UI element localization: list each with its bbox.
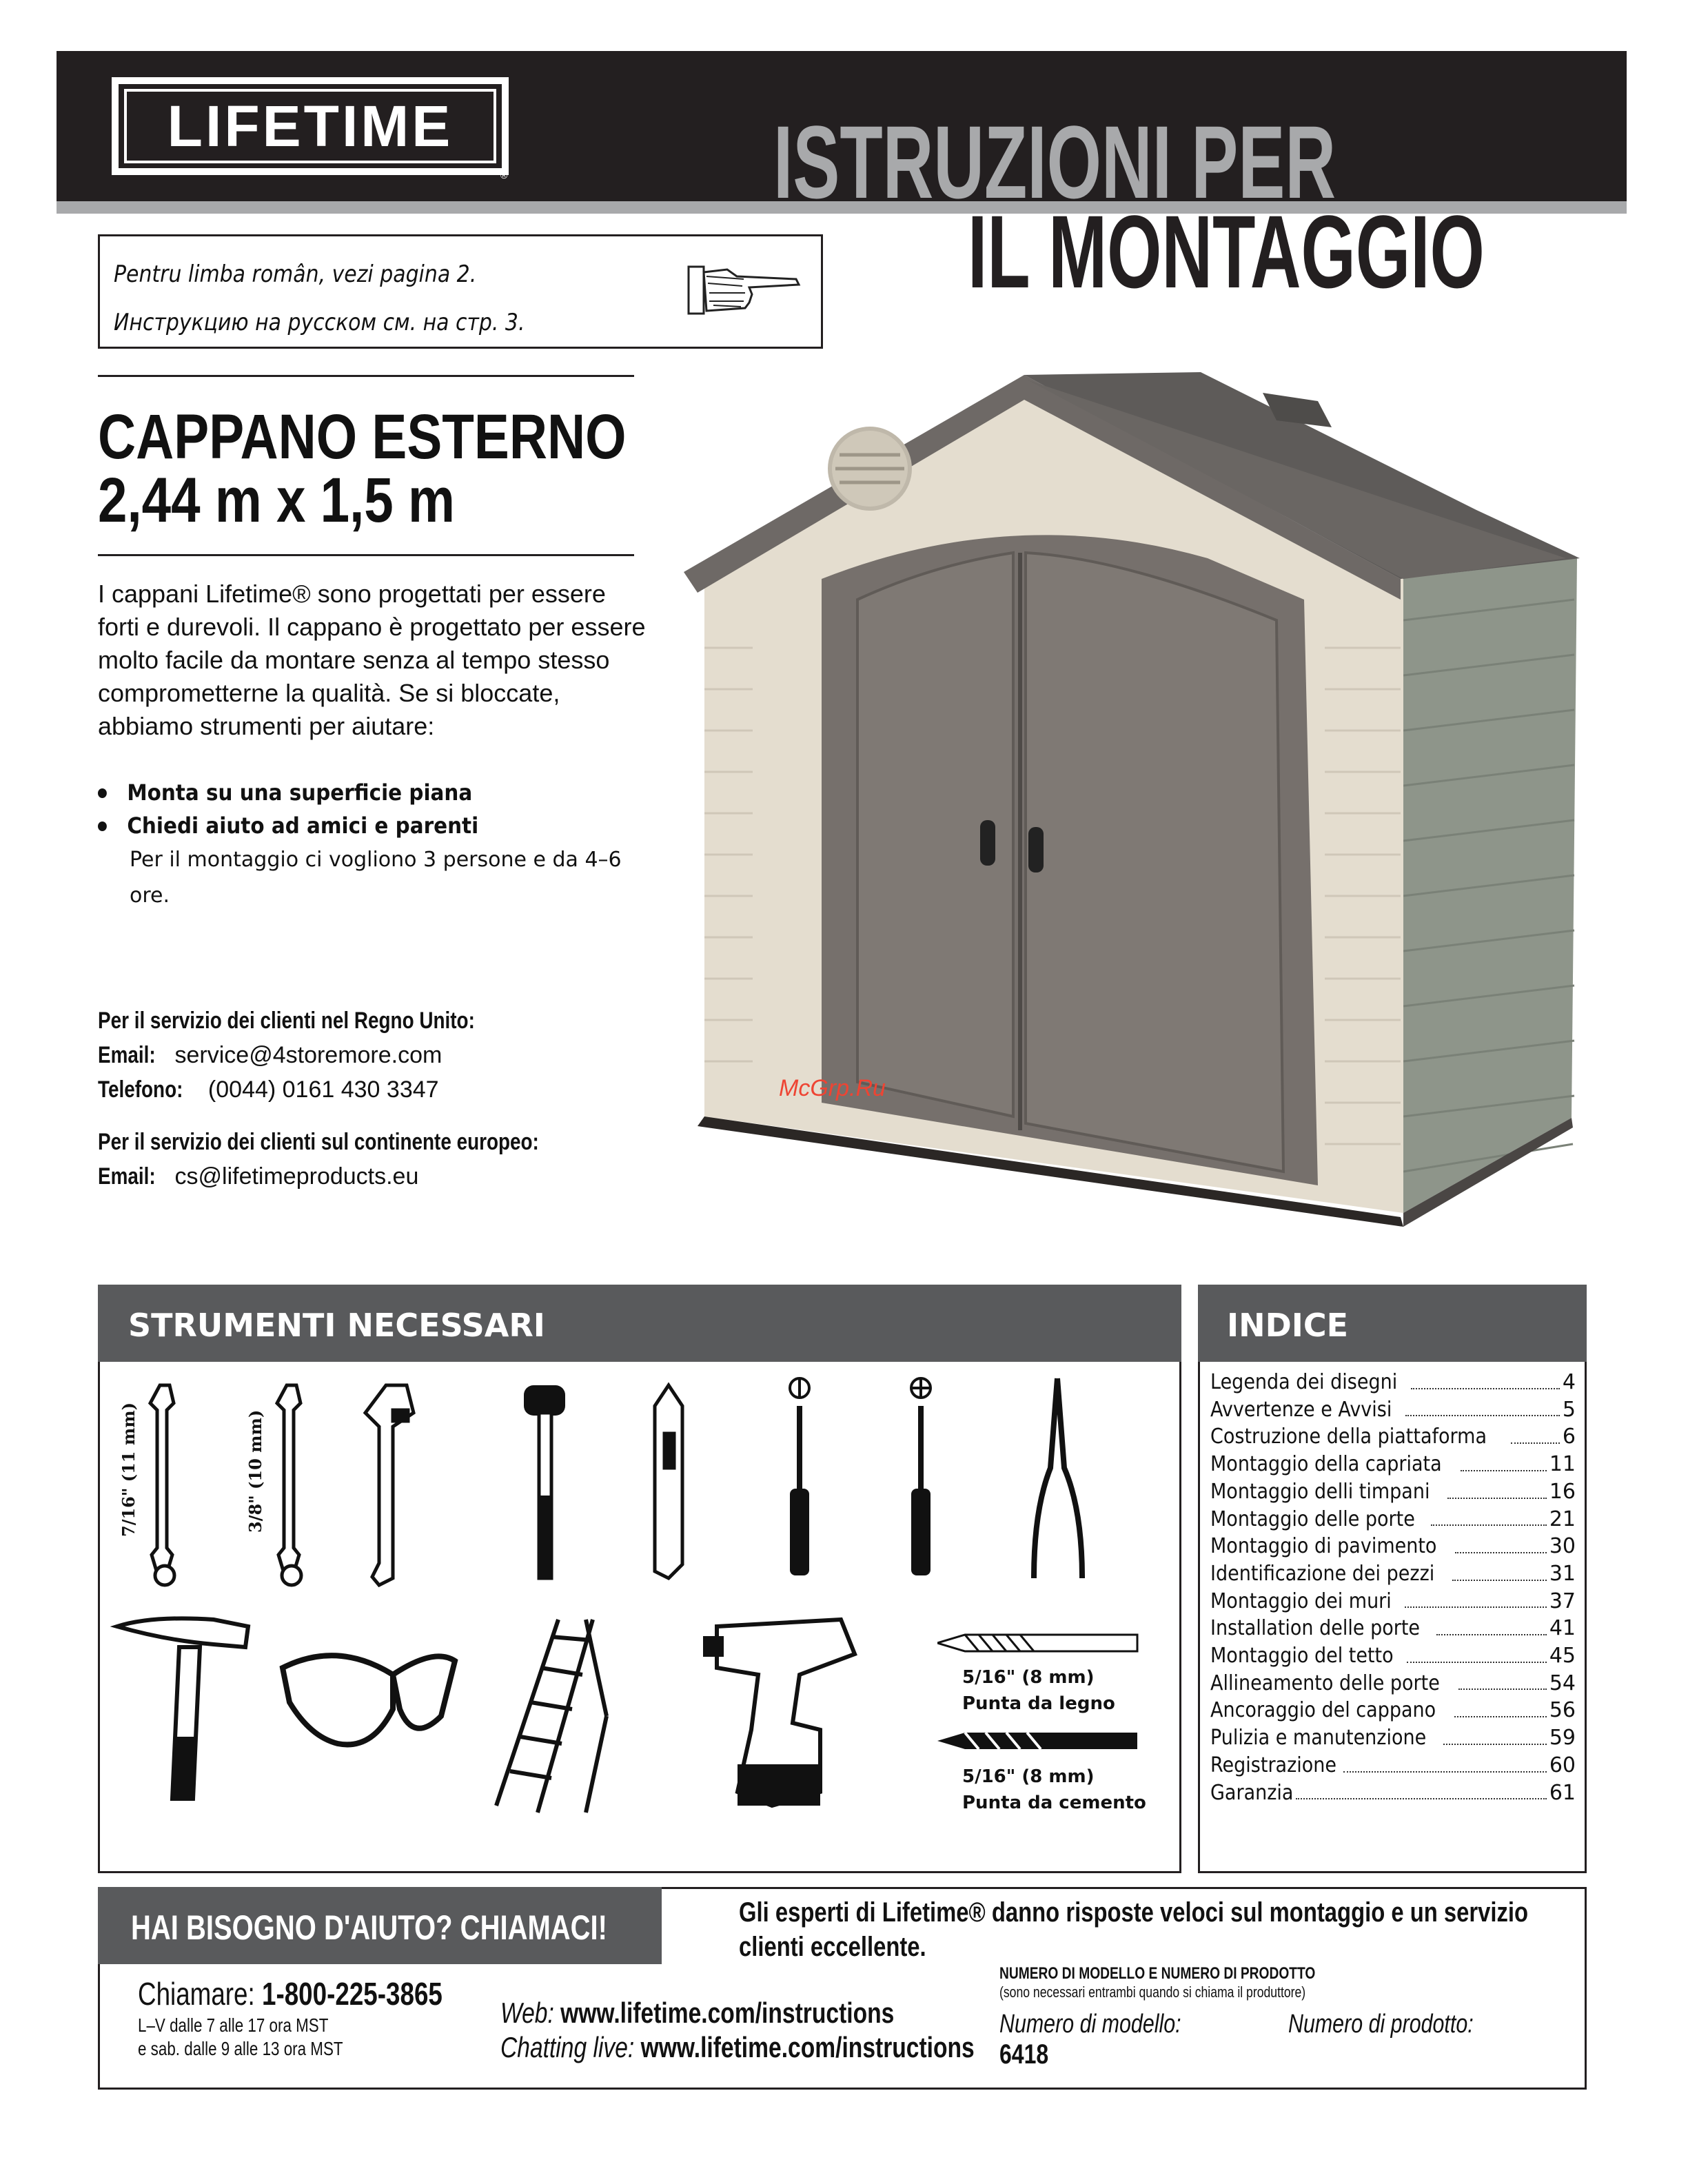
chat-label: Chatting live: xyxy=(500,2031,635,2063)
index-item[interactable] xyxy=(1210,1560,1576,1588)
model-info xyxy=(999,1964,1606,2070)
index-item-title: Montaggio delli timpani xyxy=(1210,1479,1430,1504)
index-item-page: 37 xyxy=(1549,1589,1576,1613)
uk-email-link[interactable]: service@4storemore.com xyxy=(174,1042,443,1068)
flat-screwdriver-icon xyxy=(790,1378,809,1575)
index-item[interactable] xyxy=(1210,1642,1576,1670)
index-item-page: 4 xyxy=(1562,1370,1576,1394)
index-item-title: Montaggio dei muri xyxy=(1210,1589,1392,1613)
experts-text xyxy=(739,1895,1635,1964)
eu-email-link[interactable]: cs@lifetimeproducts.eu xyxy=(174,1163,419,1190)
model-heading: NUMERO DI MODELLO E NUMERO DI PRODOTTO xyxy=(999,1964,1316,1983)
intro-text: I cappani Lifetime® sono progettati per essere forti e durevoli. Il cappano è progettato per essere molto facile da montare senza al tempo stesso comprometterne la qualità. Se si bloccate, abbiamo strumenti per aiutare: xyxy=(98,580,646,740)
index-item[interactable] xyxy=(1210,1506,1576,1533)
divider xyxy=(98,375,634,377)
phillips-screwdriver-icon xyxy=(911,1378,931,1575)
index-dots xyxy=(1511,1423,1560,1444)
help-banner-text: HAI BISOGNO D'AIUTO? CHIAMACI! xyxy=(131,1908,607,1947)
index-item-page: 54 xyxy=(1549,1671,1576,1695)
utility-knife-icon xyxy=(655,1385,682,1578)
tip-item: Chiedi aiuto ad amici e parenti xyxy=(98,809,618,842)
call-number[interactable]: 1-800-225-3865 xyxy=(261,1976,443,2012)
product-size: 2,44 m x 1,5 m xyxy=(98,465,455,535)
product-number-label: Numero di prodotto: xyxy=(1288,2010,1474,2039)
experts-line: Gli esperti di Lifetime® danno risposte veloci sul montaggio e un servizio xyxy=(739,1897,1529,1928)
index-item-title: Montaggio della capriata xyxy=(1210,1452,1442,1477)
product-title xyxy=(98,402,627,535)
index-item-page: 61 xyxy=(1549,1780,1576,1805)
index-dots xyxy=(1461,1451,1547,1471)
index-item[interactable] xyxy=(1210,1670,1576,1697)
index-dots xyxy=(1431,1506,1547,1527)
hammer-icon xyxy=(117,1618,248,1799)
divider xyxy=(98,554,634,556)
watermark: McGrp.Ru xyxy=(779,1075,886,1101)
index-item-page: 59 xyxy=(1549,1726,1576,1751)
index-dots xyxy=(1411,1369,1560,1389)
index-item[interactable] xyxy=(1210,1615,1576,1642)
index-dots xyxy=(1455,1533,1547,1553)
index-item-page: 56 xyxy=(1549,1698,1576,1723)
index-dots xyxy=(1436,1615,1547,1635)
wood-bit-icon xyxy=(937,1633,1144,1654)
index-item[interactable] xyxy=(1210,1533,1576,1560)
index-item-page: 60 xyxy=(1549,1753,1576,1777)
index-item[interactable] xyxy=(1210,1697,1576,1724)
index-item-title: Costruzione della piattaforma xyxy=(1210,1425,1487,1449)
help-banner xyxy=(98,1887,662,1964)
index-item-title: Installation delle porte xyxy=(1210,1616,1421,1641)
concrete-bit-size: 5/16" (8 mm) xyxy=(962,1766,1095,1787)
index-item-title: Legenda dei disegni xyxy=(1210,1370,1398,1394)
index-heading: INDICE xyxy=(1198,1285,1587,1362)
index-item-title: Montaggio delle porte xyxy=(1210,1507,1415,1531)
index-item[interactable] xyxy=(1210,1396,1576,1424)
index-item[interactable] xyxy=(1210,1478,1576,1506)
call-label: Chiamare: xyxy=(138,1976,255,2012)
tip-note: Per il montaggio ci vogliono 3 persone e da 4–6 ore. xyxy=(130,848,622,908)
pointing-hand-icon xyxy=(686,263,803,318)
tools-row-2 xyxy=(110,1613,937,1819)
safety-glasses-icon xyxy=(283,1655,455,1744)
index-item-page: 31 xyxy=(1549,1561,1576,1586)
logo-text: LIFETIME xyxy=(124,89,496,163)
index-list xyxy=(1210,1369,1576,1806)
web-link[interactable]: www.lifetime.com/instructions xyxy=(560,1997,895,2029)
language-note xyxy=(98,234,823,349)
index-dots xyxy=(1454,1697,1547,1717)
concrete-bit-icon xyxy=(937,1731,1144,1752)
wood-bit-size: 5/16" (8 mm) xyxy=(962,1667,1095,1688)
index-item-title: Avvertenze e Avvisi xyxy=(1210,1397,1392,1422)
call-hours xyxy=(138,2014,394,2061)
index-item-page: 45 xyxy=(1549,1644,1576,1668)
lifetime-logo xyxy=(112,77,509,175)
tools-heading: STRUMENTI NECESSARI xyxy=(98,1285,1181,1362)
wrench-size-label: 3/8" (10 mm) xyxy=(245,1409,265,1533)
uk-phone: (0044) 0161 430 3347 xyxy=(207,1076,439,1103)
tip-item: Monta su una superficie piana xyxy=(98,776,618,809)
index-item-page: 5 xyxy=(1562,1397,1576,1422)
experts-line: clienti eccellente. xyxy=(739,1932,926,1962)
index-item-page: 30 xyxy=(1549,1534,1576,1559)
wrench-icon xyxy=(150,1385,174,1585)
hours-line: e sab. dalle 9 alle 13 ora MST xyxy=(138,2038,343,2059)
index-item-title: Garanzia xyxy=(1210,1780,1294,1805)
index-item-title: Montaggio del tetto xyxy=(1210,1644,1394,1668)
index-dots xyxy=(1407,1642,1547,1663)
product-name: CAPPANO ESTERNO xyxy=(98,402,627,472)
index-item[interactable] xyxy=(1210,1779,1576,1807)
pliers-icon xyxy=(1034,1378,1082,1578)
tools-row-1 xyxy=(110,1371,1172,1606)
model-subheading: (sono necessari entrambi quando si chiama il produttore) xyxy=(999,1983,1306,2001)
power-drill-icon xyxy=(703,1620,855,1806)
page-title-line1: ISTRUZIONI PER xyxy=(773,104,1336,220)
index-item-title: Ancoraggio del cappano xyxy=(1210,1698,1436,1723)
index-item[interactable] xyxy=(1210,1423,1576,1451)
index-item[interactable] xyxy=(1210,1724,1576,1752)
index-item[interactable] xyxy=(1210,1451,1576,1478)
index-dots xyxy=(1452,1560,1546,1581)
index-dots xyxy=(1447,1478,1547,1499)
adjustable-wrench-icon xyxy=(365,1385,414,1585)
index-dots xyxy=(1343,1752,1546,1773)
tips-list xyxy=(98,776,663,914)
eu-heading: Per il servizio dei clienti sul continente europeo: xyxy=(98,1129,539,1155)
chat-link[interactable]: www.lifetime.com/instructions xyxy=(640,2031,975,2063)
page-title-line2: IL MONTAGGIO xyxy=(968,194,1485,309)
index-dots xyxy=(1405,1396,1560,1417)
web-label: Web: xyxy=(500,1997,554,2029)
index-item-title: Registrazione xyxy=(1210,1753,1337,1777)
romanian-note: Pentru limba român, vezi pagina 2. xyxy=(114,261,477,288)
index-dots xyxy=(1405,1588,1547,1609)
customer-service xyxy=(98,1003,718,1194)
wrench-icon xyxy=(277,1385,301,1585)
index-item[interactable] xyxy=(1210,1588,1576,1615)
index-item[interactable] xyxy=(1210,1752,1576,1779)
mallet-icon xyxy=(524,1385,565,1578)
index-item-page: 21 xyxy=(1549,1507,1576,1531)
model-number: 6418 xyxy=(999,2039,1049,2070)
index-item-page: 6 xyxy=(1562,1425,1576,1449)
index-dots xyxy=(1458,1670,1547,1691)
uk-phone-label: Telefono: xyxy=(98,1076,183,1103)
index-item-title: Pulizia e manutenzione xyxy=(1210,1726,1427,1751)
model-number-label: Numero di modello: xyxy=(999,2010,1181,2039)
wood-bit-label: Punta da legno xyxy=(962,1693,1115,1714)
index-dots xyxy=(1443,1724,1547,1745)
eu-email-label: Email: xyxy=(98,1163,156,1190)
concrete-bit-label: Punta da cemento xyxy=(962,1793,1146,1813)
russian-note: Инструкцию на русском см. на стр. 3. xyxy=(114,309,525,336)
wrench-size-label: 7/16" (11 mm) xyxy=(119,1402,139,1537)
index-item-title: Allineamento delle porte xyxy=(1210,1671,1440,1695)
index-item-title: Montaggio di pavimento xyxy=(1210,1534,1437,1559)
index-item-title: Identificazione dei pezzi xyxy=(1210,1561,1435,1586)
uk-email-label: Email: xyxy=(98,1042,156,1068)
index-dots xyxy=(1296,1779,1547,1800)
logo-registered: ® xyxy=(500,170,508,181)
call-line xyxy=(138,1975,518,2012)
index-item-page: 16 xyxy=(1549,1479,1576,1504)
index-item-page: 41 xyxy=(1549,1616,1576,1641)
hours-line: L–V dalle 7 alle 17 ora MST xyxy=(138,2014,329,2036)
index-item[interactable] xyxy=(1210,1369,1576,1396)
uk-heading: Per il servizio dei clienti nel Regno Unito: xyxy=(98,1008,475,1034)
index-item-page: 11 xyxy=(1549,1452,1576,1477)
ladder-icon xyxy=(496,1620,607,1813)
